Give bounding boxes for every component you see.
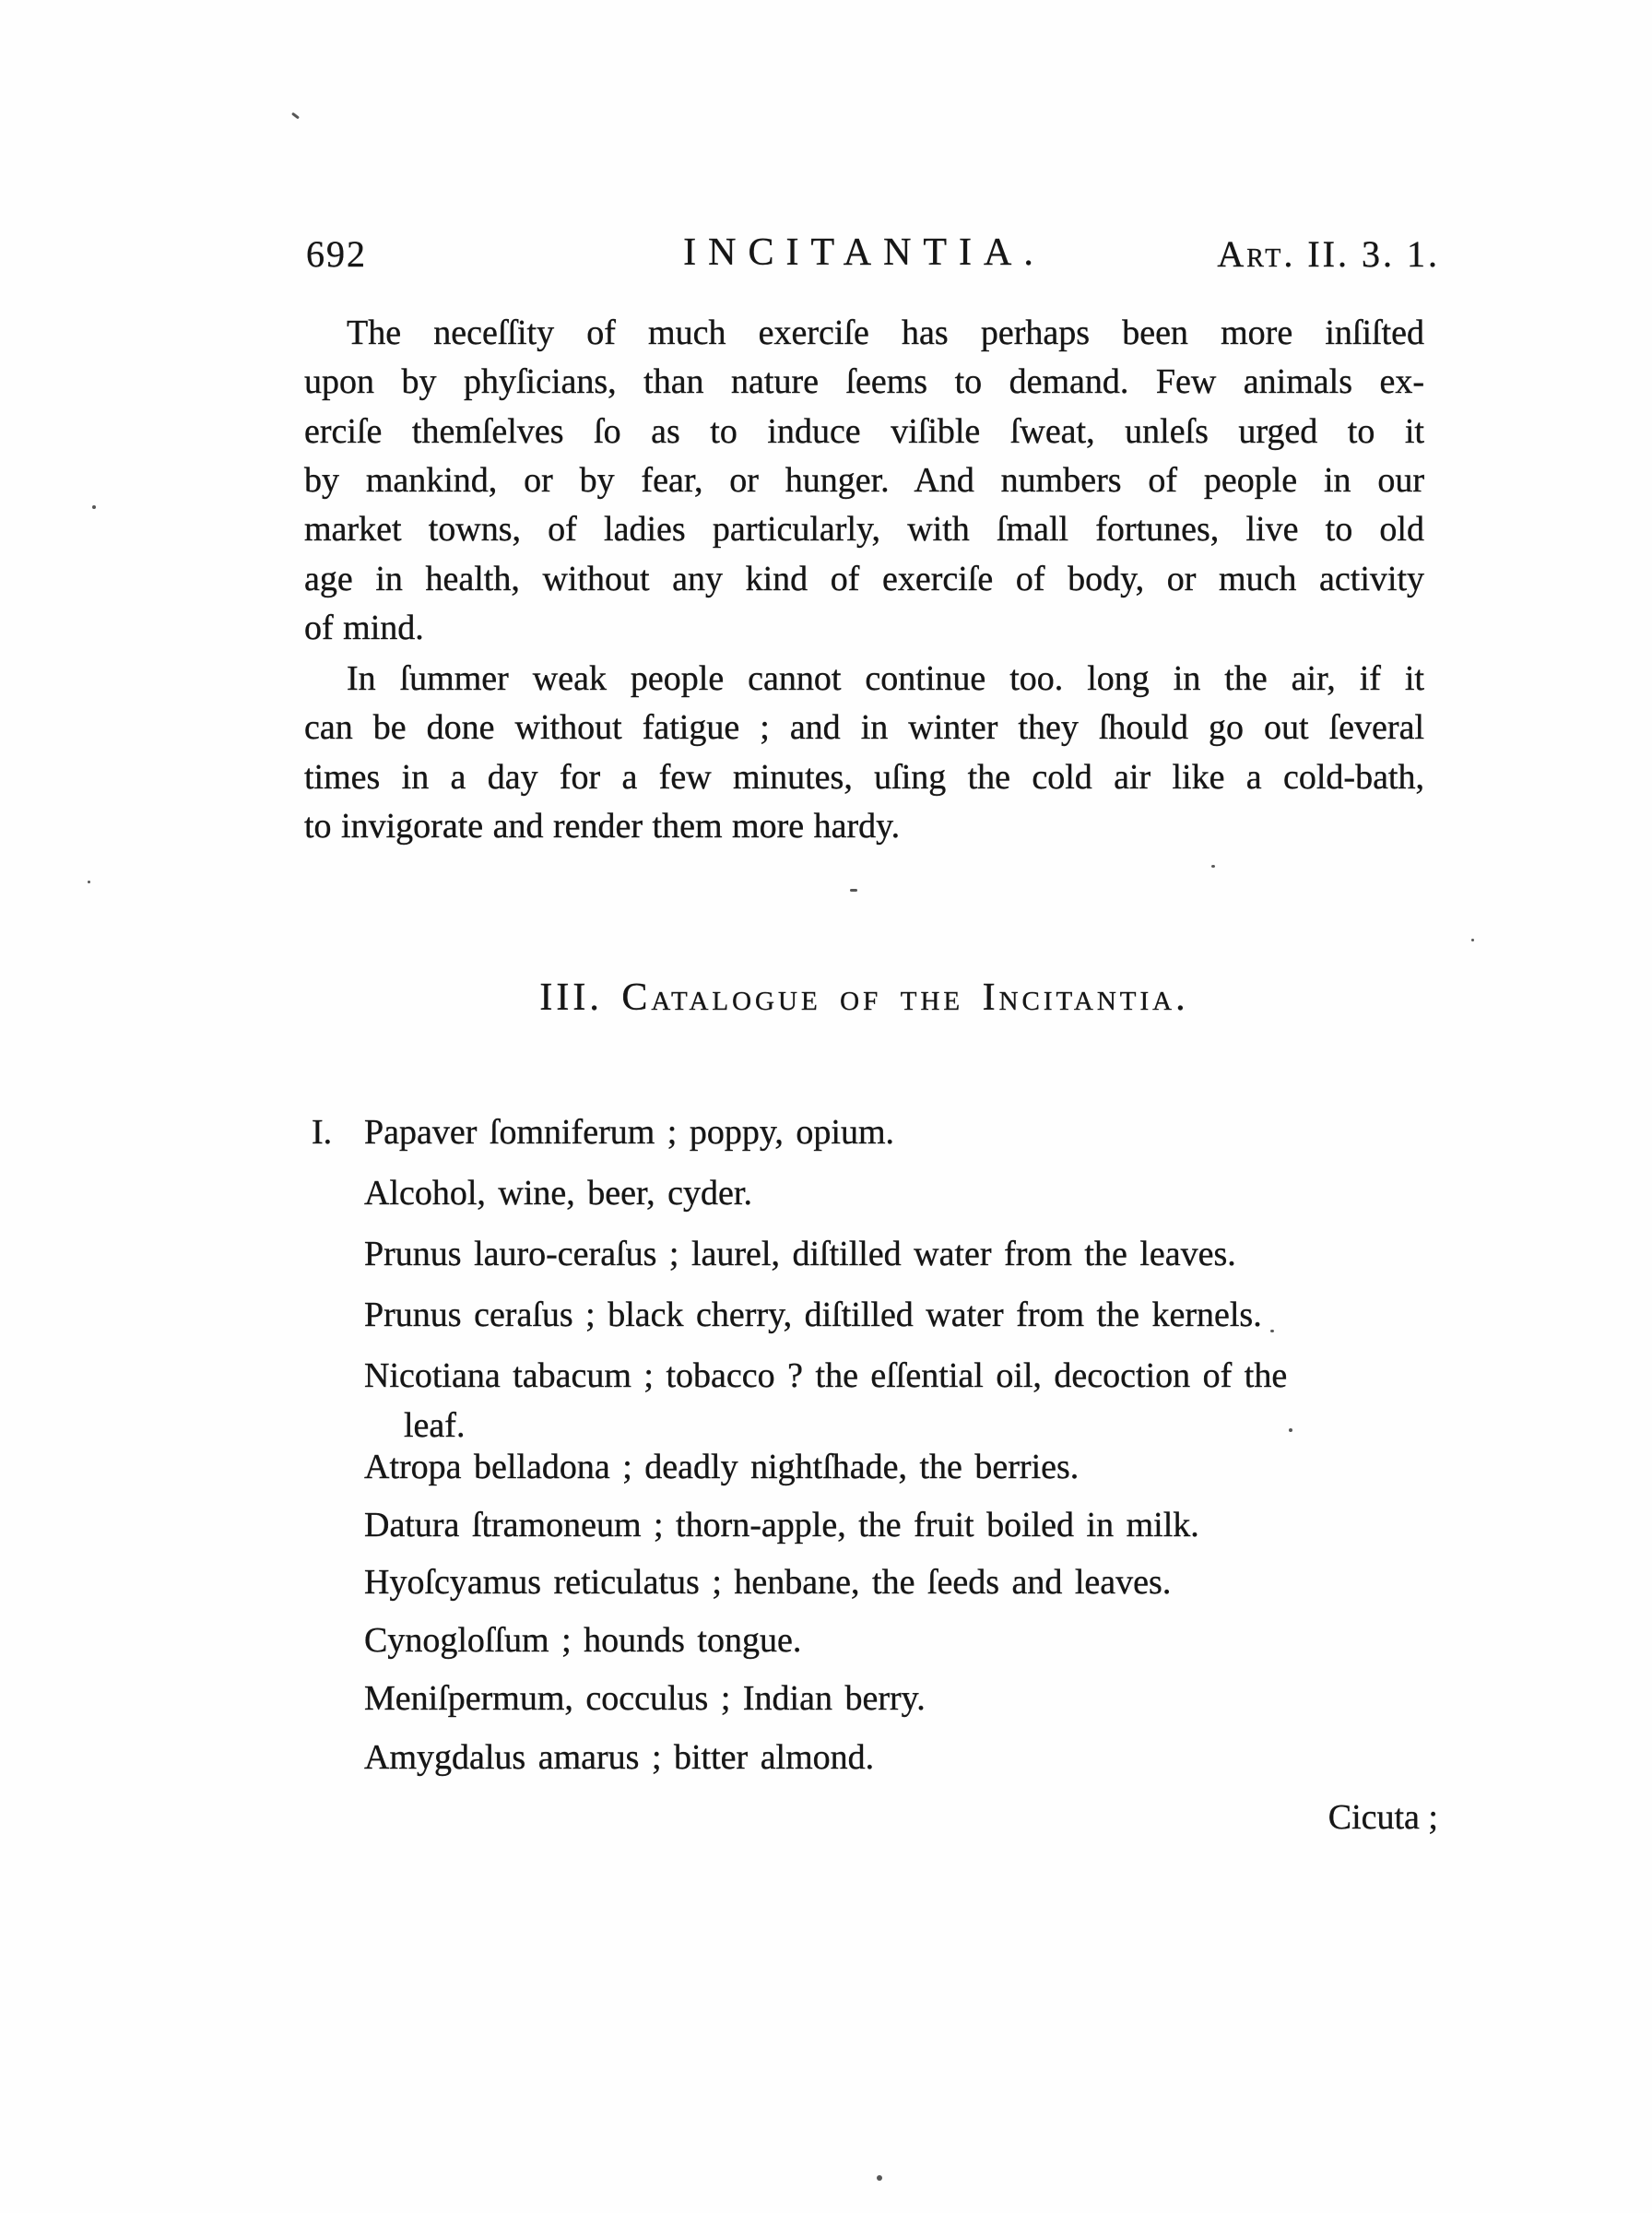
ink-speck [92, 505, 96, 509]
catalogue-item: Prunus lauro-ceraſus ; laurel, diſtilled water from the leaves. [364, 1235, 1236, 1273]
catalogue-item: Cynogloſſum ; hounds tongue. [364, 1621, 802, 1660]
ink-speck [88, 881, 90, 883]
ink-speck [291, 112, 300, 120]
page-number: 692 [306, 233, 367, 275]
article-reference: Art. II. 3. 1. [1217, 233, 1440, 275]
running-title: INCITANTIA. [683, 231, 1045, 274]
catalogue-item: Datura ſtramoneum ; thorn-apple, the fruit boiled in milk. [364, 1506, 1199, 1544]
catalogue-item-wrap: leaf. [404, 1406, 466, 1445]
ink-speck [1270, 1330, 1274, 1332]
catalogue-item: Meniſpermum, cocculus ; Indian berry. [364, 1679, 926, 1718]
paragraph1-line: of mind. [304, 609, 424, 647]
paragraph1-line: The neceſſity of much exerciſe has perhaps been more inſiſted [347, 314, 1424, 352]
ink-speck [1211, 865, 1215, 868]
paragraph1-line: upon by phyſicians, than nature ſeems to demand. Few animals ex- [304, 362, 1424, 401]
ink-speck [1471, 939, 1474, 941]
paragraph1-line: erciſe themſelves ſo as to induce viſible ſweat, unleſs urged to it [304, 412, 1424, 451]
catalogue-item: Alcohol, wine, beer, cyder. [364, 1174, 752, 1213]
catalogue-item-text: Papaver ſomniferum ; poppy, opium. [364, 1113, 894, 1152]
paragraph2-line: In ſummer weak people cannot continue too. long in the air, if it [347, 659, 1424, 698]
catalogue-item: Atropa belladona ; deadly nightſhade, the berries. [364, 1448, 1080, 1486]
catalogue-item: Prunus ceraſus ; black cherry, diſtilled water from the kernels. [364, 1296, 1262, 1334]
section-heading: III. Catalogue of the Incitantia. [539, 976, 1189, 1019]
paragraph2-line: times in a day for a few minutes, uſing the cold air like a cold-bath, [304, 758, 1424, 797]
paragraph1-line: age in health, without any kind of exerciſe of body, or much activity [304, 560, 1424, 598]
catalogue-item: Amygdalus amarus ; bitter almond. [364, 1738, 875, 1777]
ink-speck [850, 889, 857, 892]
paragraph2-line: can be done without fatigue ; and in winter they ſhould go out ſeveral [304, 708, 1424, 747]
catchword: Cicuta ; [1328, 1798, 1438, 1837]
paragraph2-line: to invigorate and render them more hardy. [304, 807, 901, 846]
paragraph1-line: by mankind, or by fear, or hunger. And numbers of people in our [304, 461, 1424, 500]
catalogue-item: Hyoſcyamus reticulatus ; henbane, the ſeeds and leaves. [364, 1563, 1172, 1602]
ink-speck [1289, 1428, 1292, 1432]
paragraph1-line: market towns, of ladies particularly, with ſmall fortunes, live to old [304, 510, 1424, 549]
ink-speck [877, 2175, 882, 2181]
catalogue-item [312, 1110, 894, 1154]
catalogue-numeral: I. [312, 1113, 333, 1152]
catalogue-item: Nicotiana tabacum ; tobacco ? the eſſential oil, decoction of the [364, 1356, 1288, 1395]
